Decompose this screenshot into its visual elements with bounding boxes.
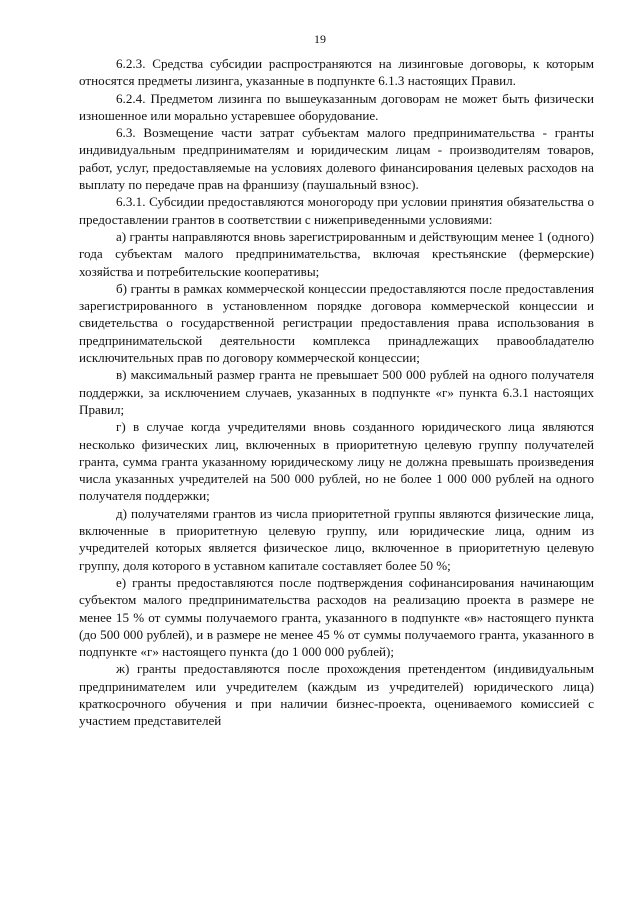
paragraph-item-v: в) максимальный размер гранта не превышает 500 000 рублей на одного получателя поддержки, за исключением случаев, указанных в подпункте «г» пункта 6.3.1 настоящих Правил; bbox=[79, 367, 594, 417]
paragraph-item-e: е) гранты предоставляются после подтверждения софинансирования начинающим субъектом малого предпринимательства расходов на реализацию проекта в размере не менее 15 % от суммы получаемого гранта, указанного в подпункте «в» настоящего пункта (до 500 000 рублей), и в размере не менее 45 % от суммы получаемого гранта, указанного в подпункте «г» настоящего пункта (до 1 000 000 рублей); bbox=[79, 574, 594, 660]
paragraph-item-b: б) гранты в рамках коммерческой концессии предоставляются после предоставления зарегистрированного в установленном порядке договора коммерческой концессии и свидетельства о государственной регистрации предоставления права использования в предпринимательской деятельности комплекса принадлежащих правообладателю исключительных прав по договору коммерческой концессии; bbox=[79, 280, 594, 366]
page-number: 19 bbox=[314, 32, 326, 46]
paragraph-item-d: д) получателями грантов из числа приоритетной группы являются физические лица, включенные в приоритетную целевую группу, или юридические лица, одним из учредителей которых является физическое лицо, включенное в приоритетную целевую группу, доля которого в уставном капитале составляет более 50 %; bbox=[79, 505, 594, 573]
document-body bbox=[79, 55, 594, 730]
paragraph-item-zh: ж) гранты предоставляются после прохождения претендентом (индивидуальным предпринимателем или учредителем (каждым из учредителей) юридического лица) краткосрочного обучения и при наличии бизнес-проекта, оцениваемого комиссией с участием представителей bbox=[79, 661, 594, 729]
paragraph-item-g: г) в случае когда учредителями вновь созданного юридического лица являются несколько физических лиц, включенных в приоритетную целевую группу получателей гранта, сумма гранта указанному юридическому лицу не должна превышать произведения числа указанных учредителей на 500 000 рублей, но не более 1 000 000 рублей на одного получателя поддержки; bbox=[79, 419, 594, 504]
paragraph-6-3: 6.3. Возмещение части затрат субъектам малого предпринимательства - гранты индивидуальным предпринимателям и юридическим лицам - производителям товаров, работ, услуг, предоставляемые на условиях долевого финансирования целевых расходов на выплату по передаче прав на франшизу (паушальный взнос). bbox=[79, 125, 594, 193]
paragraph-6-2-4: 6.2.4. Предметом лизинга по вышеуказанным договорам не может быть физически изношенное или морально устаревшее оборудование. bbox=[79, 90, 594, 123]
paragraph-6-2-3: 6.2.3. Средства субсидии распространяются на лизинговые договоры, к которым относятся предметы лизинга, указанные в подпункте 6.1.3 настоящих Правил. bbox=[79, 56, 594, 89]
paragraph-6-3-1: 6.3.1. Субсидии предоставляются моногороду при условии принятия обязательства о предоставлении грантов в соответствии с нижеприведенными условиями: bbox=[79, 194, 594, 227]
paragraph-item-a: а) гранты направляются вновь зарегистрированным и действующим менее 1 (одного) года субъектам малого предпринимательства, включая крестьянские (фермерские) хозяйства и потребительские кооперативы; bbox=[79, 228, 594, 279]
